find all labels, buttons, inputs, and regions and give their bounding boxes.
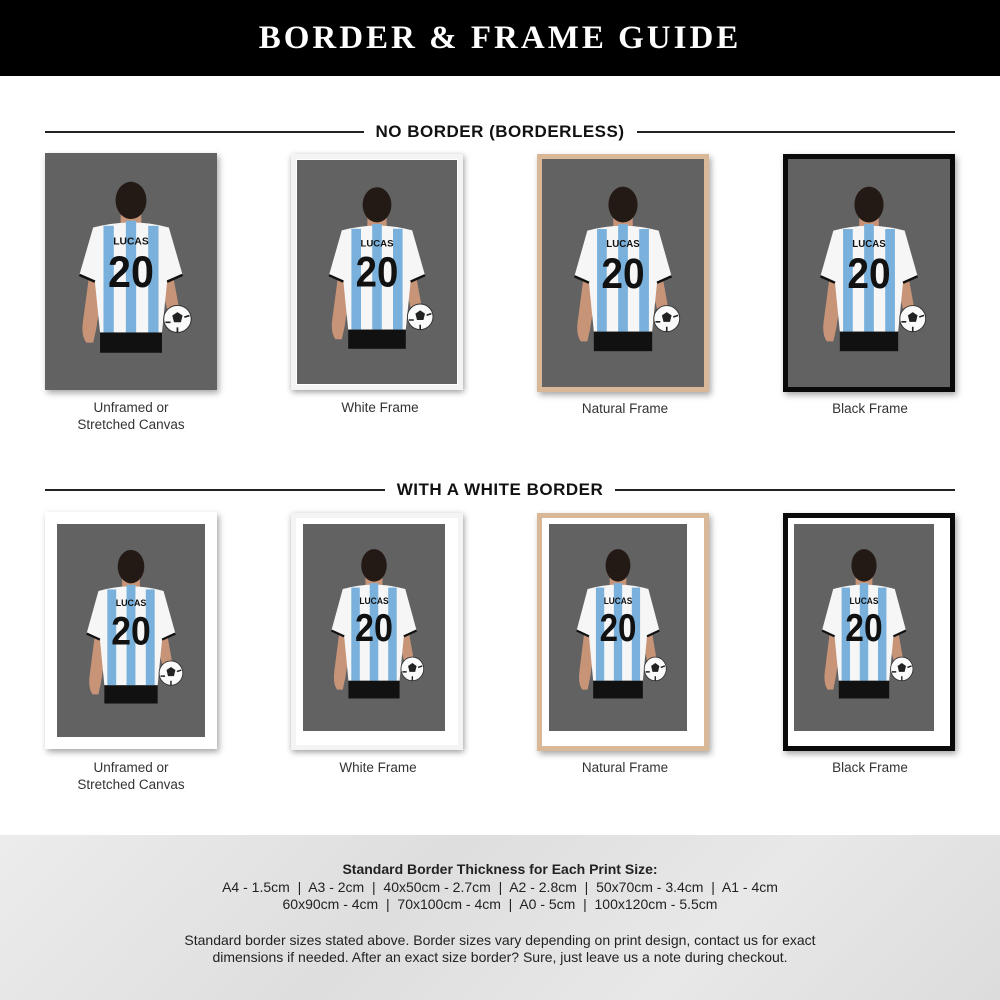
- section-title-white-border: WITH A WHITE BORDER: [45, 480, 955, 500]
- option-natural-frame-white-border[interactable]: [537, 513, 709, 751]
- artwork-image: [303, 524, 445, 731]
- sizes-line-2: 60x90cm - 4cm | 70x100cm - 4cm | A0 - 5cm | 100x120cm - 5.5cm: [282, 896, 718, 912]
- jersey-number: 20: [845, 605, 883, 650]
- footballer-illustration: [788, 159, 950, 387]
- jersey-name: LUCAS: [359, 595, 389, 606]
- footer-heading: Standard Border Thickness for Each Print Size:: [342, 861, 658, 877]
- page-title: BORDER & FRAME GUIDE: [258, 19, 742, 56]
- caption-white-frame: White Frame: [341, 400, 419, 415]
- artwork-image: [788, 159, 950, 387]
- footballer-illustration: [45, 153, 217, 390]
- option-canvas-borderless[interactable]: [45, 153, 217, 390]
- jersey-number: 20: [599, 605, 637, 650]
- jersey-number: 20: [601, 249, 645, 298]
- footballer-illustration: [303, 524, 445, 731]
- divider: [45, 489, 385, 491]
- artwork-image: [542, 159, 704, 387]
- option-canvas-white-border[interactable]: [45, 512, 217, 749]
- footballer-illustration: [57, 524, 205, 737]
- caption-natural-frame: Natural Frame: [581, 760, 669, 775]
- caption-canvas: Unframed or Stretched Canvas: [77, 400, 185, 432]
- jersey-number: 20: [108, 247, 154, 298]
- note-line-2: dimensions if needed. After an exact size border? Sure, just leave us a note during checkout.: [212, 949, 788, 965]
- note-line-1: Standard border sizes stated above. Border sizes vary depending on print design, contact us for exact: [184, 932, 816, 948]
- jersey-name: LUCAS: [115, 598, 147, 609]
- option-black-frame-white-border[interactable]: [783, 513, 955, 751]
- footballer-illustration: [549, 524, 687, 731]
- caption-black-frame: Black Frame: [832, 401, 908, 416]
- jersey-number: 20: [847, 249, 891, 298]
- option-white-frame-borderless[interactable]: [291, 154, 463, 390]
- divider: [615, 489, 955, 491]
- section-title-borderless: NO BORDER (BORDERLESS): [45, 122, 955, 142]
- caption-natural-frame: Natural Frame: [581, 401, 669, 416]
- footballer-illustration: [794, 524, 934, 731]
- caption-white-frame: White Frame: [339, 760, 417, 775]
- jersey-number: 20: [355, 605, 393, 650]
- jersey-name: LUCAS: [606, 238, 640, 250]
- jersey-name: LUCAS: [852, 238, 886, 250]
- artwork-image: [45, 153, 217, 390]
- artwork-image: [794, 524, 934, 731]
- jersey-name: LUCAS: [360, 238, 394, 250]
- footballer-illustration: [297, 160, 457, 384]
- jersey-name: LUCAS: [113, 236, 149, 248]
- jersey-name: LUCAS: [603, 595, 633, 606]
- divider: [45, 131, 364, 133]
- artwork-image: [297, 160, 457, 384]
- divider: [637, 131, 956, 133]
- page-header: [0, 0, 1000, 76]
- option-natural-frame-borderless[interactable]: [537, 154, 709, 392]
- artwork-image: [57, 524, 205, 737]
- caption-canvas: Unframed or Stretched Canvas: [77, 760, 185, 792]
- border-info-footer: [0, 835, 1000, 1000]
- caption-black-frame: Black Frame: [832, 760, 908, 775]
- sizes-line-1: A4 - 1.5cm | A3 - 2cm | 40x50cm - 2.7cm | A2 - 2.8cm | 50x70cm - 3.4cm | A1 - 4cm: [222, 879, 778, 895]
- artwork-image: [549, 524, 687, 731]
- jersey-name: LUCAS: [849, 595, 879, 606]
- jersey-number: 20: [111, 609, 151, 655]
- option-black-frame-borderless[interactable]: [783, 154, 955, 392]
- jersey-number: 20: [355, 248, 399, 297]
- option-white-frame-white-border[interactable]: [291, 513, 463, 750]
- footballer-illustration: [542, 159, 704, 387]
